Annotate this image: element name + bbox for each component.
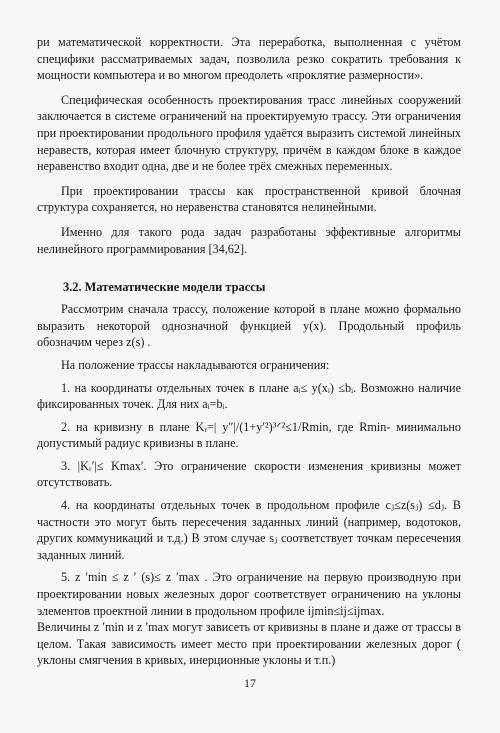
list-item-curvature-rate: 3. |Kᵣ′|≤ Kmax′. Это ограничение скорости изменения кривизны может отсутствовать. — [37, 458, 461, 490]
list-item-coordinates-plan: 1. на координаты отдельных точек в плане aᵢ≤ y(xᵢ) ≤bᵢ. Возможно наличие фиксированных точек. Для них aᵢ=bᵢ. — [37, 380, 461, 412]
paragraph-continuation: ри математической корректности. Эта переработка, выполненная с учётом специфики рассматриваемых задач, позволила резко сократить требования к мощности компьютера и во многом преодолеть «проклятие размерности». — [37, 35, 461, 83]
section-heading: 3.2. Математические модели трассы — [63, 280, 266, 295]
list-item-profile-coordinates: 4. на координаты отдельных точек в продольном профиле cⱼ≤z(sⱼ) ≤dⱼ. В частности это могут быть пересечения заданных линий (например, водотоков, других коммуникаций и т.д.) В этом случае sⱼ соответствует точкам пересечения заданных линий. — [37, 498, 461, 562]
page-number: 17 — [244, 676, 256, 690]
list-item-curvature: 2. на кривизну в плане Kᵣ=| y″|/(1+y′²)³ᐟ²≤1/Rmin, где Rmin- минимально допустимый радиус кривизны в плане. — [37, 419, 461, 451]
paragraph-dependence: Величины z ′min и z ′max могут зависеть от кривизны в плане и даже от трассы в целом. Такая зависимость имеет место при проектировании железных дорог ( уклоны смягчения в кривых, инерционные уклоны и т.п.) — [37, 620, 461, 668]
paragraph-route-function: Рассмотрим сначала трассу, положение которой в плане можно формально выразить некоторой однозначной функцией y(x). Продольный профиль обозначим через z(s) . — [37, 302, 461, 350]
page-body — [37, 34, 461, 669]
paragraph-algorithms: Именно для такого рода задач разработаны эффективные алгоритмы нелинейного программирования [34,62]. — [37, 224, 461, 256]
paragraph-constraints: Специфическая особенность проектирования трасс линейных сооружений заключается в системе ограничений на проектируемую трассу. Эти ограничения при проектировании продольного профиля удаётся выразить системой линейных неравеств, которая имеет блочную структуру, причём в каждом блоке в каждое неравенство входит одна, две и не более трёх смежных переменных. — [37, 92, 461, 174]
paragraph-restrictions-intro: На положение трассы накладываются ограничения: — [61, 357, 330, 372]
paragraph-spatial-curve: При проектировании трассы как пространственной кривой блочная структура сохраняется, но неравенства становятся нелинейными. — [37, 183, 461, 215]
list-item-first-derivative: 5. z ′min ≤ z ′ (s)≤ z ′max . Это ограничение на первую производную при проектировании новых железных дорог соответствует ограничению на уклоны элементов проектной линии в продольном профиле ijmin≤ij≤ijmax. — [37, 570, 461, 618]
